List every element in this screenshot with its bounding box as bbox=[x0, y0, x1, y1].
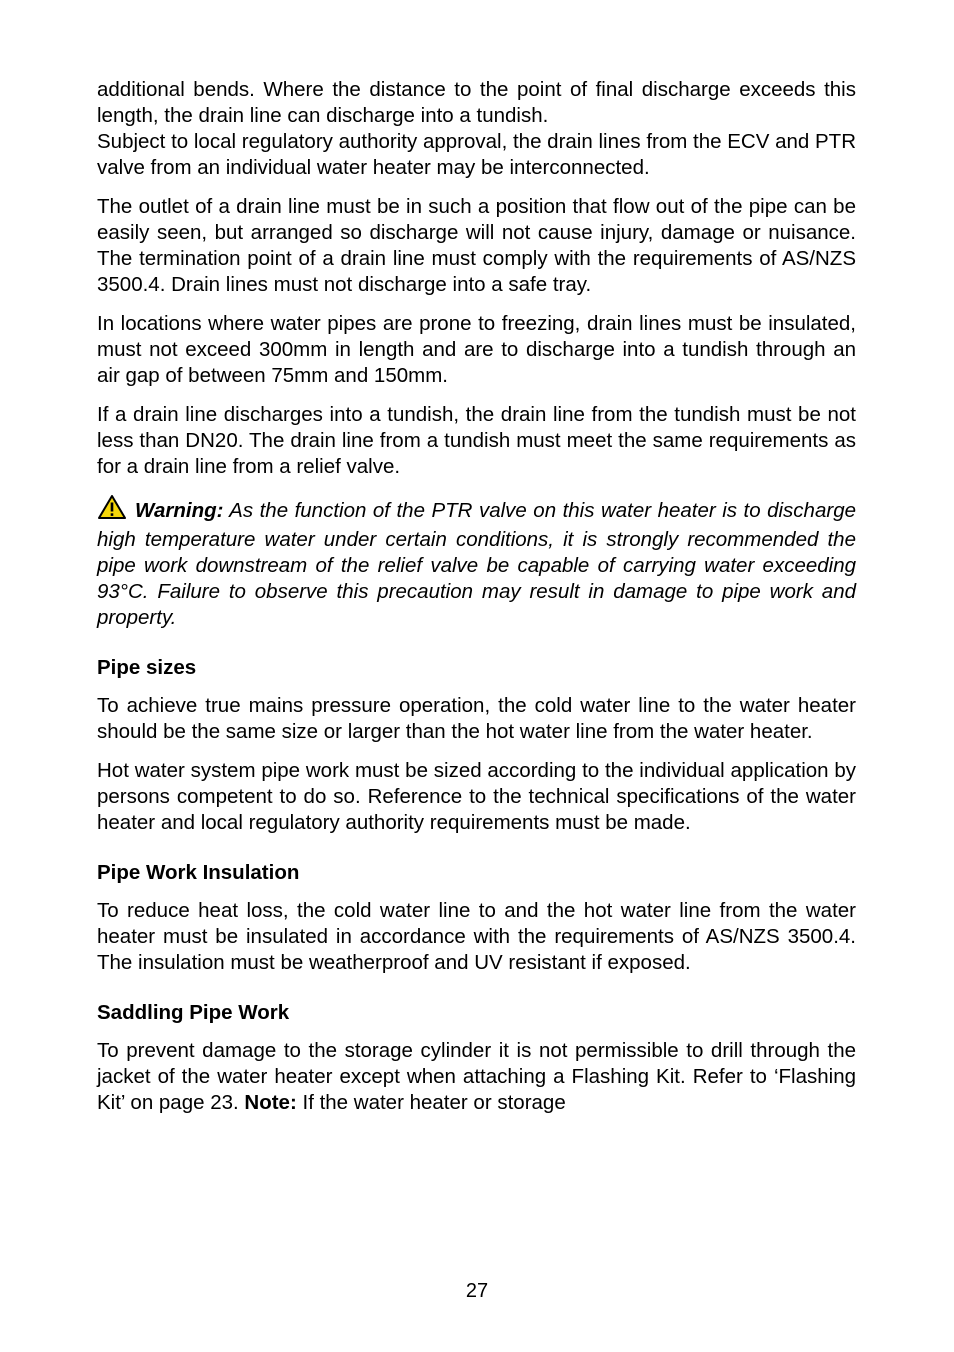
paragraph-freezing: In locations where water pipes are prone to freezing, drain lines must be insulated, must not exceed 300mm in length and are to discharge into a tundish through an air gap of between 75mm and 150mm. bbox=[97, 312, 856, 387]
paragraph-outlet: The outlet of a drain line must be in such a position that flow out of the pipe can be easily seen, but arranged so discharge will not cause injury, damage or nuisance. The termination point of a drain line must comply with the requirements of AS/NZS 3500.4. Drain lines must not discharge into a safe tray. bbox=[97, 195, 856, 296]
paragraph-insulation: To reduce heat loss, the cold water line to and the hot water line from the water heater must be insulated in accordance with the requirements of AS/NZS 3500.4. The insulation must be weatherproof and UV resistant if exposed. bbox=[97, 899, 856, 974]
paragraph-saddling bbox=[97, 1038, 856, 1116]
note-label: Note: bbox=[244, 1091, 297, 1114]
warning-label: Warning: bbox=[135, 499, 224, 522]
document-body bbox=[97, 77, 856, 1116]
heading-pipe-work-insulation: Pipe Work Insulation bbox=[97, 861, 300, 884]
heading-pipe-sizes: Pipe sizes bbox=[97, 656, 197, 679]
warning-notice bbox=[97, 494, 856, 631]
paragraph-pipe-sizing: Hot water system pipe work must be sized according to the individual application by persons competent to do so. Reference to the technical specifications of the water heater and local regulatory authority requirements must be made. bbox=[97, 759, 856, 834]
paragraph-mains-pressure: To achieve true mains pressure operation, the cold water line to the water heater should be the same size or larger than the hot water line from the water heater. bbox=[97, 694, 856, 743]
warning-triangle-icon bbox=[97, 494, 127, 527]
warning-text: As the function of the PTR valve on this water heater is to discharge high temperature water under certain conditions, it is strongly recommended the pipe work downstream of the relief valve be capable of carrying water exceeding 93°C. Failure to observe this precaution may result in damage to pipe work and property. bbox=[97, 499, 856, 629]
paragraph-tundish: If a drain line discharges into a tundish, the drain line from the tundish must be not less than DN20. The drain line from a tundish must meet the same requirements as for a drain line from a relief valve. bbox=[97, 403, 856, 478]
saddling-text-start: To prevent damage to the storage cylinder it is not permissible to drill through the jacket of the water heater except when attaching a Flashing Kit. Refer to ‘Flashing Kit’ on page 23. bbox=[97, 1039, 856, 1114]
paragraph-interconnect: Subject to local regulatory authority approval, the drain lines from the ECV and PTR valve from an individual water heater may be interconnected. bbox=[97, 130, 856, 179]
saddling-text-end: If the water heater or storage bbox=[296, 1091, 566, 1114]
page-number: 27 bbox=[465, 1280, 489, 1302]
paragraph-drain-length: additional bends. Where the distance to the point of final discharge exceeds this length, the drain line can discharge into a tundish. bbox=[97, 78, 856, 127]
heading-saddling-pipe-work: Saddling Pipe Work bbox=[97, 1001, 290, 1024]
